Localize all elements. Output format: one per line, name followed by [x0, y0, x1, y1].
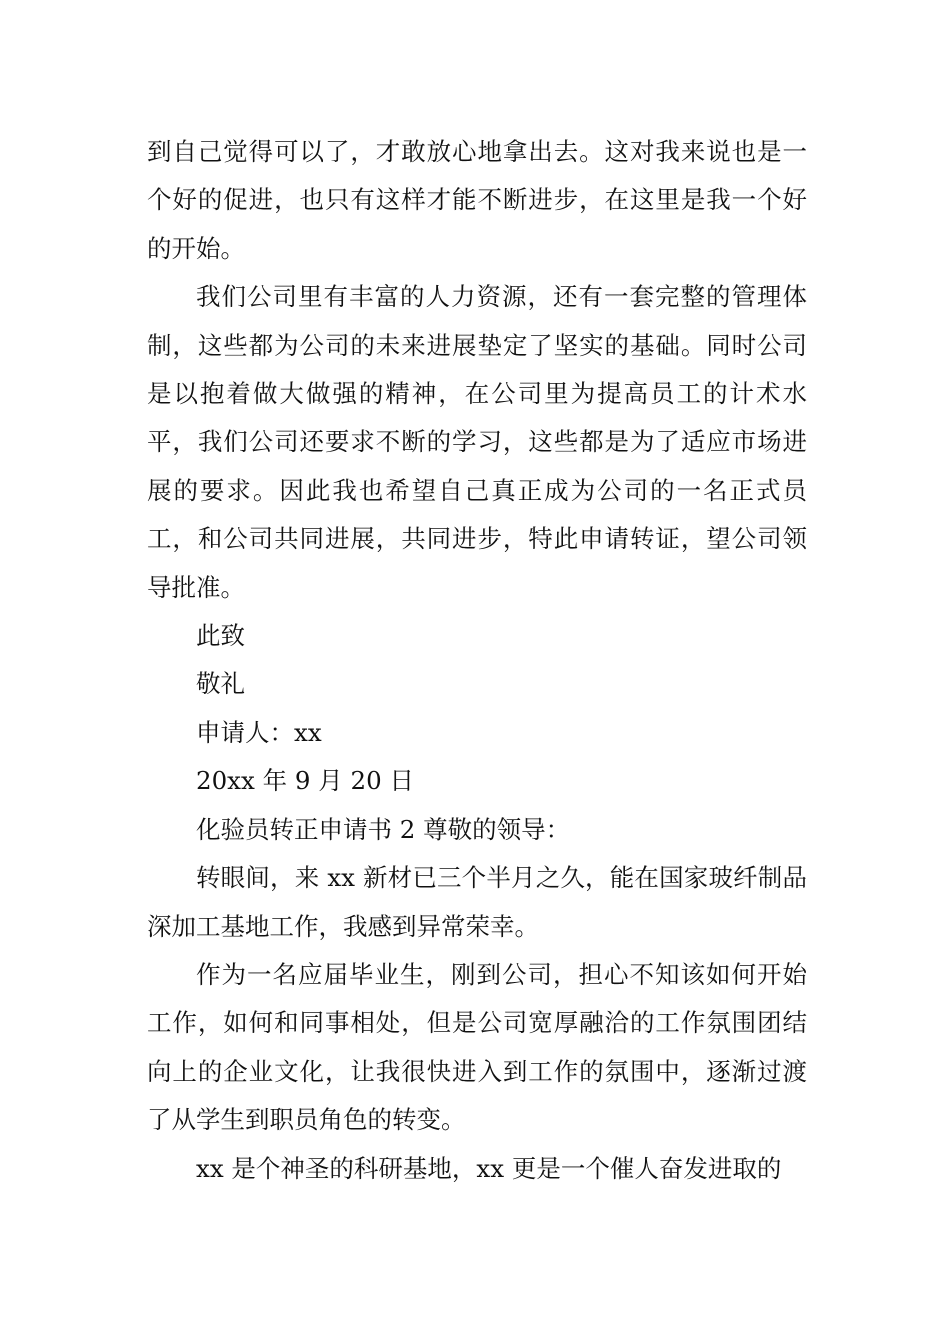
paragraph-three-months: 转眼间，来 xx 新材已三个半月之久，能在国家玻纤制品深加工基地工作，我感到异常荣幸。	[147, 863, 807, 941]
applicant-signature: 申请人：xx	[196, 717, 322, 747]
document-body	[147, 128, 807, 1193]
closing-respect: 敬礼	[196, 669, 245, 699]
paragraph-new-graduate: 作为一名应届毕业生，刚到公司，担心不知该如何开始工作，如何和同事相处，但是公司宽厚融洽的工作氛围团结向上的企业文化，让我很快进入到工作的氛围中，逐渐过渡了从学生到职员角色的转变。	[147, 959, 807, 1135]
paragraph-company-resources: 我们公司里有丰富的人力资源，还有一套完整的管理体制，这些都为公司的未来进展垫定了坚实的基础。同时公司是以抱着做大做强的精神，在公司里为提高员工的计术水平，我们公司还要求不断的学习，这些都是为了适应市场进展的要求。因此我也希望自己真正成为公司的一名正式员工，和公司共同进展，共同进步，特此申请转证，望公司领导批准。	[147, 282, 807, 602]
paragraph-continuation: 到自己觉得可以了，才敢放心地拿出去。这对我来说也是一个好的促进，也只有这样才能不断进步，在这里是我一个好的开始。	[147, 137, 807, 263]
paragraph-research-base: xx 是个神圣的科研基地，xx 更是一个催人奋发进取的	[196, 1153, 782, 1183]
signature-date: 20xx 年 9 月 20 日	[196, 766, 415, 796]
second-letter-heading: 化验员转正申请书 2 尊敬的领导：	[196, 814, 571, 844]
closing-salutation: 此致	[196, 621, 245, 651]
